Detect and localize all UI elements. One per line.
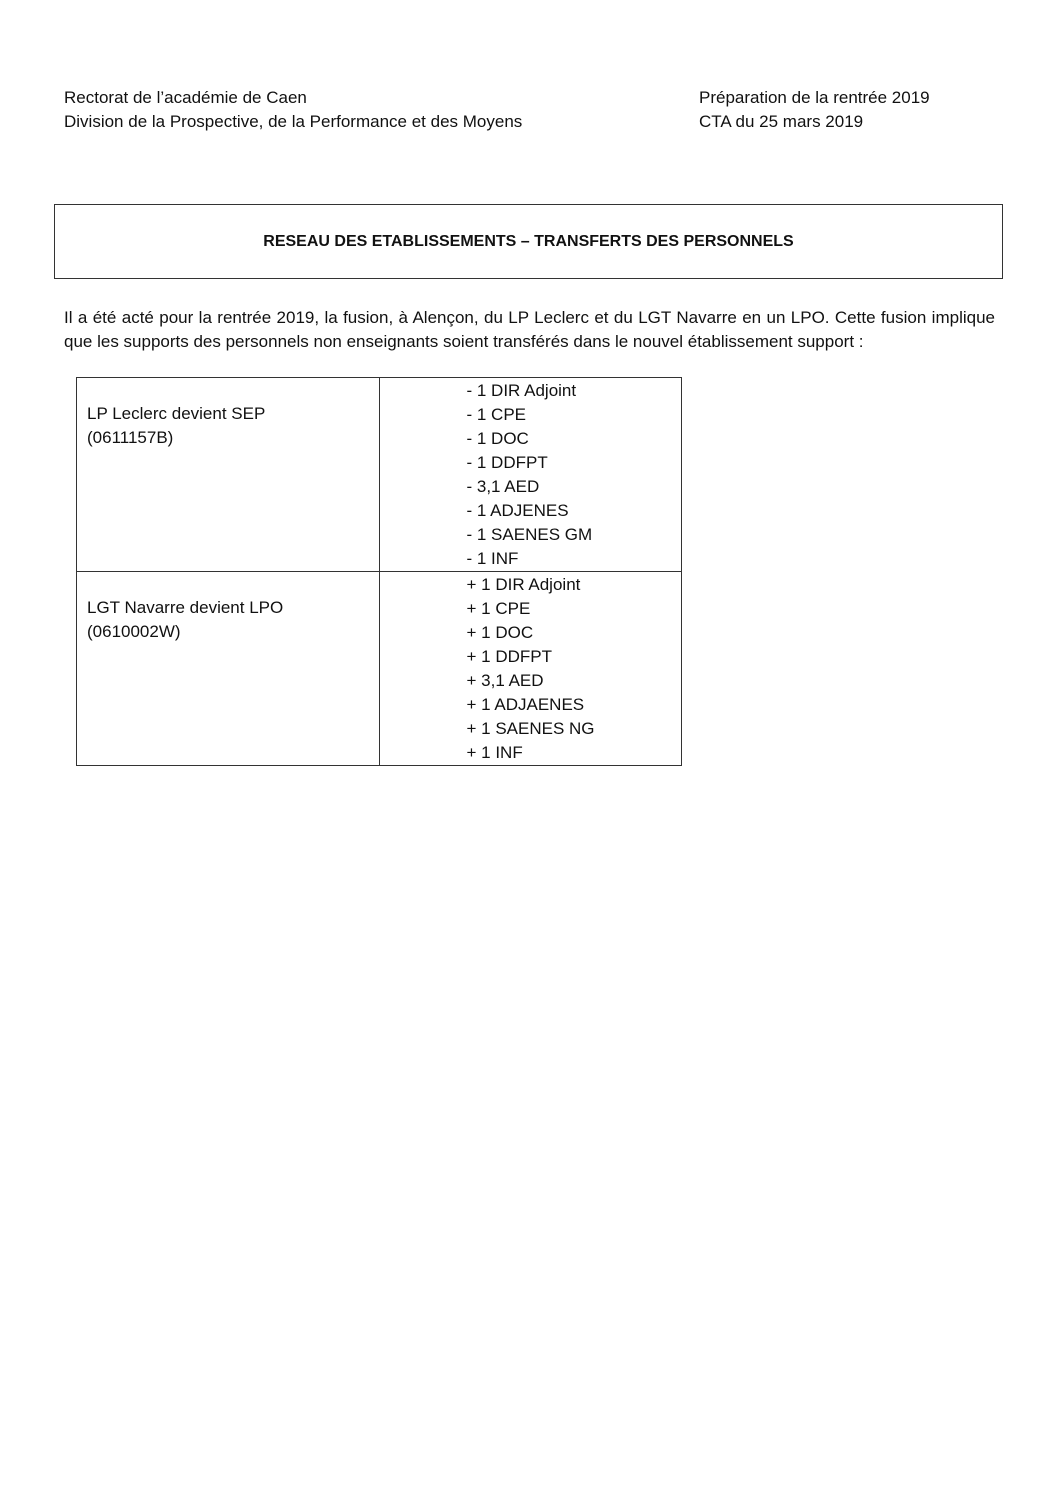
rectorat-name: Rectorat de l’académie de Caen bbox=[64, 88, 307, 107]
school-name: LGT Navarre devient LPO bbox=[87, 598, 284, 617]
change-item: + 1 ADJAENES bbox=[466, 695, 585, 714]
school-code: (0610002W) bbox=[87, 622, 181, 641]
change-item: + 1 DIR Adjoint bbox=[466, 575, 581, 594]
change-item: - 1 INF bbox=[466, 549, 519, 568]
school-code: (0611157B) bbox=[87, 428, 174, 447]
school-name: LP Leclerc devient SEP bbox=[87, 404, 266, 423]
change-item: - 1 ADJENES bbox=[466, 501, 569, 520]
transfer-table bbox=[76, 377, 682, 766]
change-item: - 1 DIR Adjoint bbox=[466, 381, 577, 400]
school-cell bbox=[77, 378, 380, 572]
change-item: - 1 DOC bbox=[466, 429, 529, 448]
change-item: + 1 DOC bbox=[466, 623, 534, 642]
page-title: RESEAU DES ETABLISSEMENTS – TRANSFERTS DES PERSONNELS bbox=[263, 232, 794, 250]
changes-cell bbox=[379, 378, 682, 572]
change-item: - 1 DDFPT bbox=[466, 453, 548, 472]
change-item: - 1 CPE bbox=[466, 405, 527, 424]
intro-paragraph: Il a été acté pour la rentrée 2019, la fusion, à Alençon, du LP Leclerc et du LGT Navarre en un LPO. Cette fusion implique que les supports des personnels non enseignants soient transférés dans le nouvel établissement support : bbox=[64, 308, 995, 351]
title-box bbox=[54, 204, 1003, 279]
table-row bbox=[77, 378, 682, 572]
preparation-label: Préparation de la rentrée 2019 bbox=[699, 88, 930, 107]
change-item: + 1 DDFPT bbox=[466, 647, 552, 666]
table-row bbox=[77, 572, 682, 766]
changes-cell bbox=[379, 572, 682, 766]
division-name: Division de la Prospective, de la Performance et des Moyens bbox=[64, 112, 523, 131]
change-item: - 3,1 AED bbox=[466, 477, 540, 496]
change-item: - 1 SAENES GM bbox=[466, 525, 593, 544]
school-cell bbox=[77, 572, 380, 766]
change-item: + 3,1 AED bbox=[466, 671, 544, 690]
change-item: + 1 SAENES NG bbox=[466, 719, 595, 738]
header-right bbox=[699, 86, 930, 134]
header-left bbox=[64, 86, 522, 134]
change-item: + 1 INF bbox=[466, 743, 523, 762]
change-item: + 1 CPE bbox=[466, 599, 531, 618]
cta-date: CTA du 25 mars 2019 bbox=[699, 112, 864, 131]
